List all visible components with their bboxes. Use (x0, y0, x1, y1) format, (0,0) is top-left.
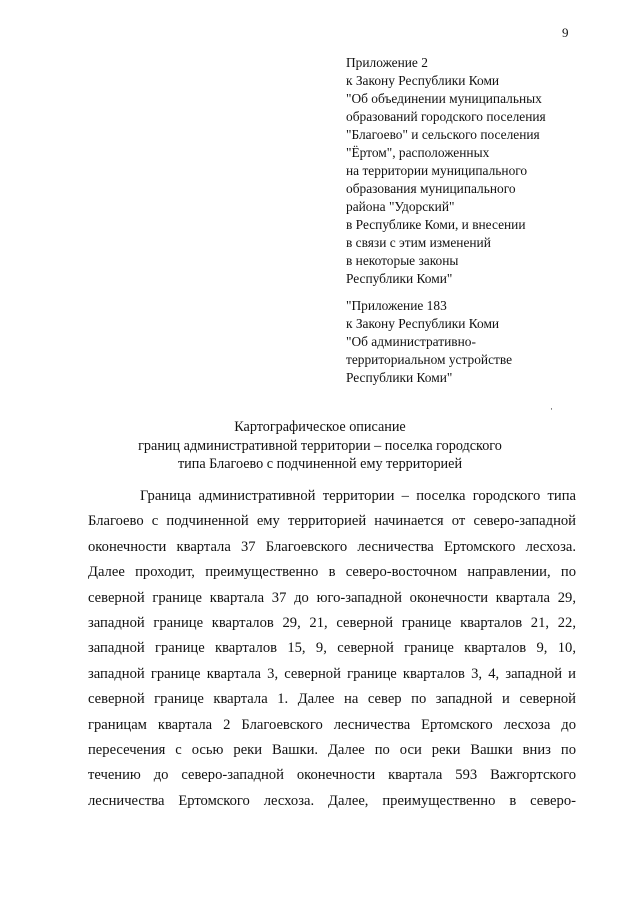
body-line: западной границе кварталов 29, 21, северной границе кварталов 21, 22, (88, 614, 576, 631)
body-line: течению до северо-западной оконечности квартала 593 Важгортского (88, 767, 576, 784)
appendix-183-line: территориальном устройстве (346, 352, 513, 367)
title-line: границ административной территории – поселка городского (138, 437, 502, 454)
appendix-2-line: Приложение 2 (346, 55, 428, 70)
body-line: Далее проходит, преимущественно в северо-восточном направлении, по (88, 564, 576, 581)
appendix-2-line: "Ёртом", расположенных (346, 145, 490, 160)
appendix-183-line: "Приложение 183 (346, 298, 447, 313)
appendix-2-line: в Республике Коми, и внесении (346, 217, 526, 232)
body-line: пересечения с осью реки Вашки. Далее по оси реки Вашки вниз по (88, 741, 576, 758)
appendix-2-line: образования муниципального (346, 181, 516, 196)
appendix-2-line: к Закону Республики Коми (346, 73, 500, 88)
appendix-2-line: "Об объединении муниципальных (346, 91, 542, 106)
appendix-2-line: района "Удорский" (346, 199, 455, 214)
title-line: Картографическое описание (234, 419, 406, 435)
appendix-183-line: Республики Коми" (346, 370, 453, 385)
appendix-2-line: "Благоево" и сельского поселения (346, 127, 540, 142)
body-line: западной границе кварталов 15, 9, северной границе кварталов 9, 10, (88, 640, 576, 657)
body-line: Граница административной территории – поселка городского типа (140, 488, 576, 504)
appendix-183-line: к Закону Республики Коми (346, 316, 500, 331)
title-line: типа Благоево с подчиненной ему территорией (177, 456, 463, 472)
appendix-2-line: в связи с этим изменений (346, 235, 491, 250)
body-line: западной границе квартала 3, северной границе кварталов 3, 4, западной и (88, 665, 576, 682)
appendix-2-line: образований городского поселения (346, 109, 546, 124)
stray-mark: · (550, 404, 553, 414)
appendix-183-line: "Об административно- (346, 334, 476, 349)
body-line: границам квартала 2 Благоевского лесничества Ертомского лесхоза до (88, 716, 576, 733)
body-line: северной границе квартала 37 до юго-западной оконечности квартала 29, (88, 589, 576, 606)
body-line: лесничества Ертомского лесхоза. Далее, преимущественно в северо- (88, 792, 576, 809)
boundary-description (88, 484, 576, 814)
appendix-2-line: Республики Коми" (346, 271, 453, 286)
appendix-2-line: на территории муниципального (346, 163, 528, 178)
appendix-183-header (346, 297, 512, 387)
document-title (0, 418, 640, 474)
appendix-2-header (346, 54, 546, 288)
appendix-2-line: в некоторые законы (346, 253, 459, 268)
body-line: северной границе квартала 1. Далее на север по западной и северной (88, 691, 576, 708)
body-line: оконечности квартала 37 Благоевского лесничества Ертомского лесхоза. (88, 538, 576, 555)
body-line: Благоево с подчиненной ему территорией начинается от северо-западной (88, 513, 576, 530)
page-number: 9 (562, 25, 569, 40)
